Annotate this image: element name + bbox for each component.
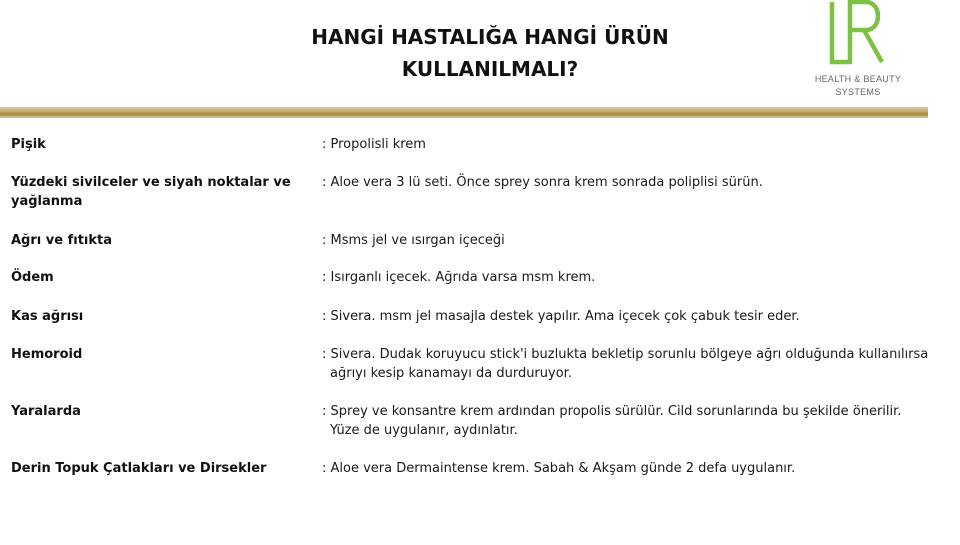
page-title-line2: KULLANILMALI? — [401, 57, 579, 81]
product-recommendation: : Sivera. msm jel masajla destek yapılır. Ama içecek çok çabuk tesir eder. — [322, 309, 800, 324]
condition-label: Ödem — [11, 270, 54, 285]
header-divider-band — [0, 107, 928, 118]
product-recommendation: : Sivera. Dudak koruyucu stick'i buzlukta bekletip sorunlu bölgeye ağrı olduğunda kullanılırsa ağrıyı kesip kanamayı da durduruyor. — [322, 347, 929, 381]
product-recommendation: : Msms jel ve ısırgan içeceği — [322, 233, 505, 248]
product-recommendation: : Aloe vera 3 lü seti. Önce sprey sonra krem sonrada poliplisi sürün. — [322, 175, 763, 190]
page-title-line1: HANGİ HASTALIĞA HANGİ ÜRÜN — [311, 25, 669, 49]
product-recommendation: : Aloe vera Dermaintense krem. Sabah & Akşam günde 2 defa uygulanır. — [322, 461, 796, 476]
condition-label: Pişik — [11, 137, 46, 152]
condition-label: Yüzdeki sivilceler ve siyah noktalar ve yağlanma — [11, 175, 291, 209]
condition-label: Ağrı ve fıtıkta — [11, 233, 112, 248]
condition-label: Yaralarda — [11, 404, 81, 419]
product-recommendation: : Isırganlı içecek. Ağrıda varsa msm krem. — [322, 270, 596, 285]
product-recommendation: : Sprey ve konsantre krem ardından propolis sürülür. Cild sorunlarında bu şekilde önerilir. Yüze de uygulanır, aydınlatır. — [322, 404, 902, 438]
condition-label: Derin Topuk Çatlakları ve Dirsekler — [11, 461, 267, 476]
condition-label: Kas ağrısı — [11, 309, 84, 324]
product-recommendation: : Propolisli krem — [322, 137, 426, 152]
brand-tagline-line1: HEALTH & BEAUTY — [814, 74, 902, 84]
lr-logo — [826, 0, 890, 66]
brand-tagline-line2: SYSTEMS — [835, 87, 881, 97]
condition-label: Hemoroid — [11, 347, 83, 362]
